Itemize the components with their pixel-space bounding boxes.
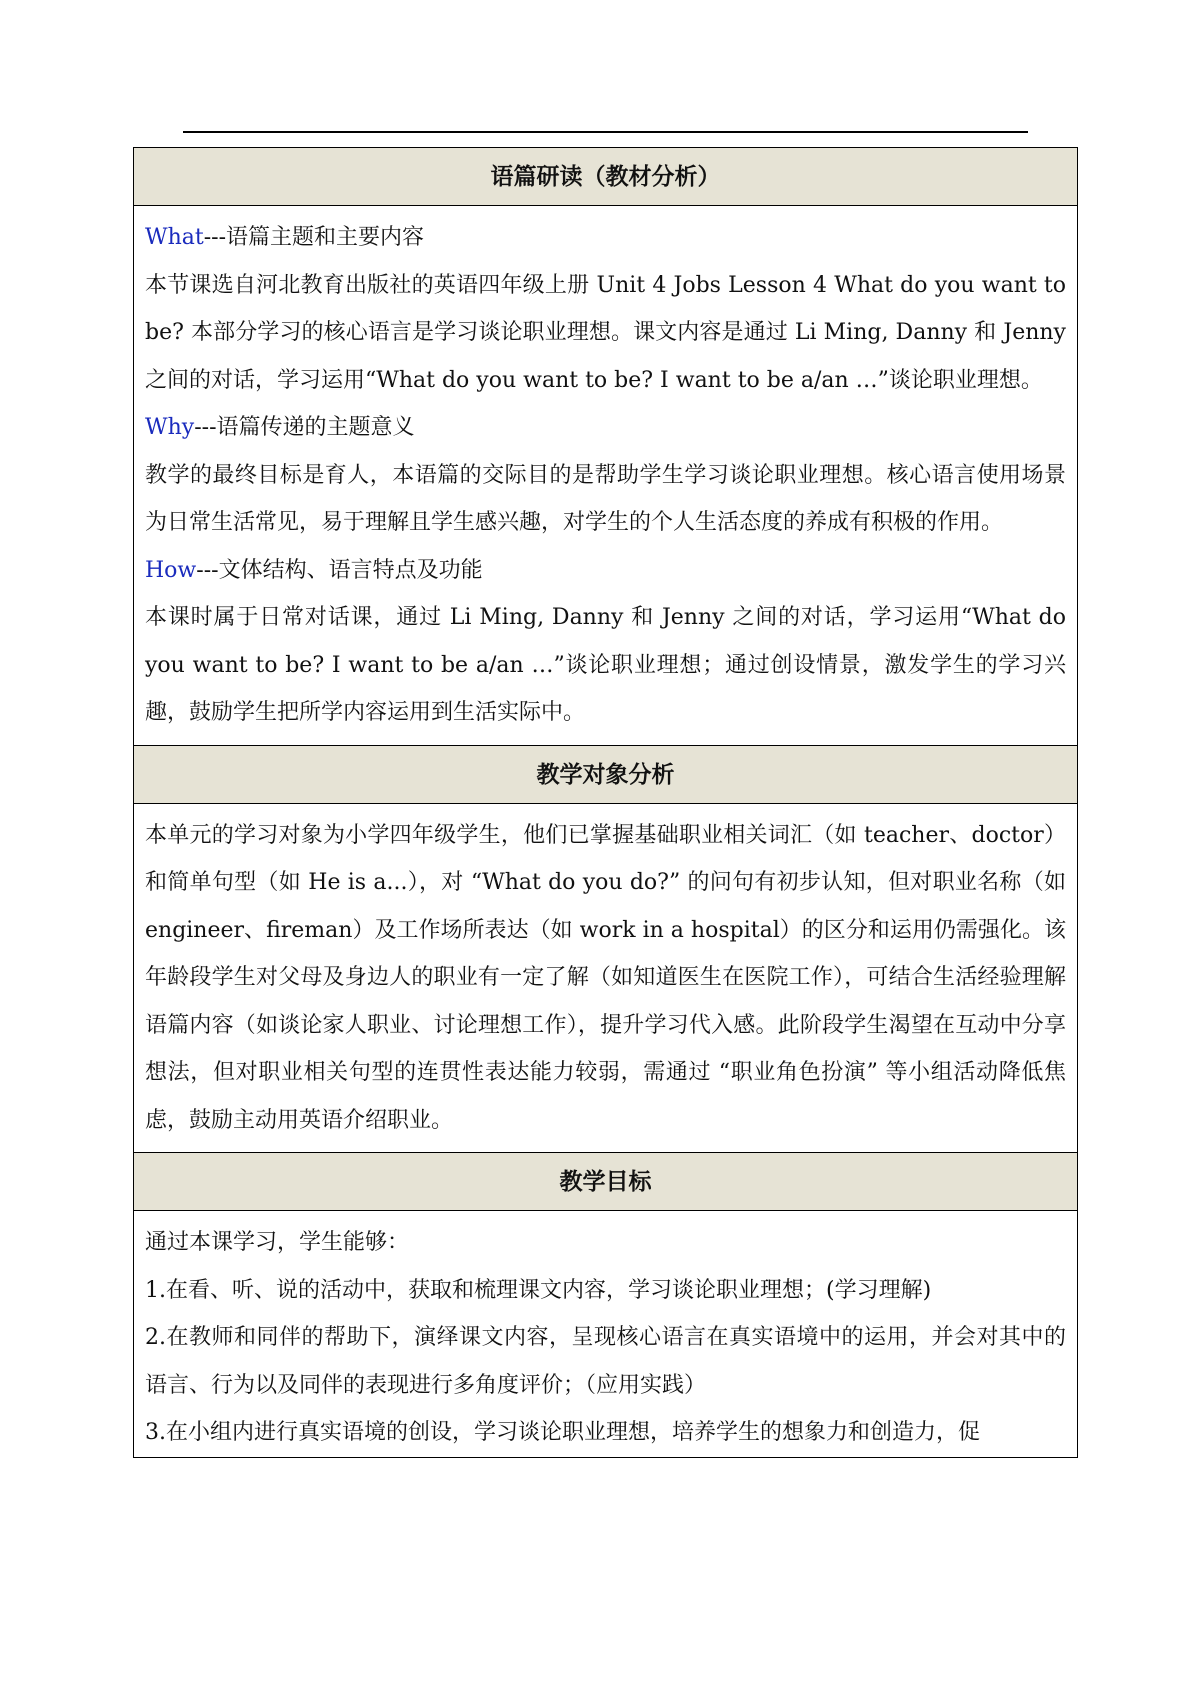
why-keyword: Why — [145, 415, 195, 440]
header-rule — [183, 131, 1028, 133]
learner-paragraph: 本单元的学习对象为小学四年级学生，他们已掌握基础职业相关词汇（如 teacher、doctor）和简单句型（如 He is a...），对 “What do you do?” 的问句有初步认知，但对职业名称（如 engineer、fireman）及工作场所表达（如 work in a hospital）的区分和运用仍需强化。该年龄段学生对父母及身边人的职业有一定了解（如知道医生在医院工作），可结合生活经验理解语篇内容（如谈论家人职业、讨论理想工作），提升学习代入感。此阶段学生渴望在互动中分享想法，但对职业相关句型的连贯性表达能力较弱，需通过 “职业角色扮演” 等小组活动降低焦虑，鼓励主动用英语介绍职业。 — [145, 822, 1066, 1133]
what-paragraph: 本节课选自河北教育出版社的英语四年级上册 Unit 4 Jobs Lesson 4 What do you want to be? 本部分学习的核心语言是学习谈论职业理想。课文内容是通过 Li Ming, Danny 和 Jenny 之间的对话，学习运用“What do you want to be? I want to be a/an …”谈论职业理想。 — [145, 272, 1066, 393]
goal-item-1: 1.在看、听、说的活动中，获取和梳理课文内容，学习谈论职业理想；(学习理解) — [145, 1277, 932, 1303]
what-keyword: What — [145, 225, 204, 250]
section-header-teaching-goals: 教学目标 — [134, 1153, 1077, 1211]
lesson-plan-table — [133, 147, 1078, 1458]
goal-item-3: 3.在小组内进行真实语境的创设，学习谈论职业理想，培养学生的想象力和创造力，促 — [145, 1420, 980, 1445]
how-heading-label: ---文体结构、语言特点及功能 — [196, 557, 483, 583]
how-paragraph: 本课时属于日常对话课，通过 Li Ming, Danny 和 Jenny 之间的对话，学习运用“What do you want to be? I want to be a/an …”谈论职业理想；通过创设情景，激发学生的学习兴趣，鼓励学生把所学内容运用到生活实际中。 — [145, 605, 1066, 725]
what-heading-label: ---语篇主题和主要内容 — [203, 225, 425, 250]
why-heading — [145, 404, 1066, 452]
what-heading — [145, 214, 1066, 262]
how-keyword: How — [145, 557, 197, 583]
why-heading-label: ---语篇传递的主题意义 — [194, 415, 415, 440]
why-paragraph: 教学的最终目标是育人，本语篇的交际目的是帮助学生学习谈论职业理想。核心语言使用场景为日常生活常见，易于理解且学生感兴趣，对学生的个人生活态度的养成有积极的作用。 — [145, 462, 1066, 535]
section-body-text-analysis — [134, 206, 1077, 746]
section-header-text-analysis: 语篇研读（教材分析） — [134, 148, 1077, 206]
section-body-teaching-goals — [134, 1211, 1077, 1457]
section-header-learner-analysis: 教学对象分析 — [134, 746, 1077, 804]
goals-intro: 通过本课学习，学生能够： — [145, 1230, 410, 1255]
goal-item-2: 2.在教师和同伴的帮助下，演绎课文内容，呈现核心语言在真实语境中的运用，并会对其中的语言、行为以及同伴的表现进行多角度评价；（应用实践） — [145, 1325, 1066, 1398]
section-body-learner-analysis — [134, 804, 1077, 1154]
how-heading — [145, 547, 1066, 595]
